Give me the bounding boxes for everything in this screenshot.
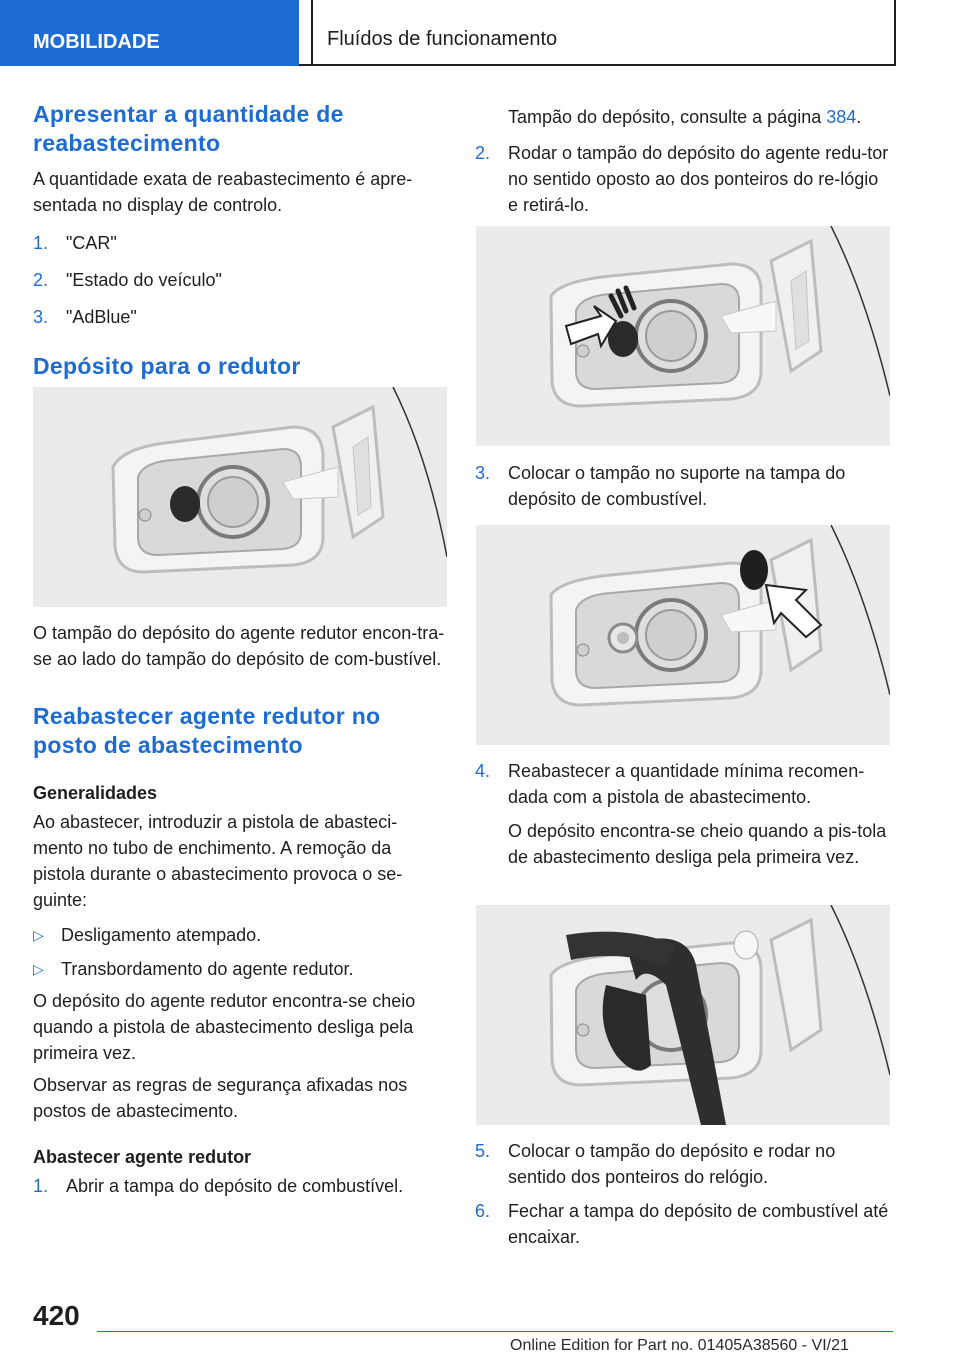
heading-refill-reductant: Abastecer agente redutor	[33, 1147, 252, 1167]
left-column	[33, 100, 449, 381]
list-item: 4. Reabastecer a quantidade mínima recomen-dada com a pistola de abastecimento.	[475, 761, 865, 807]
list-item: 6. Fechar a tampa do depósito de combustível até encaixar.	[475, 1201, 889, 1247]
right-column-s5-s6	[475, 1138, 891, 1250]
list-item: 2. Rodar o tampão do depósito do agente redu-tor no sentido oposto ao dos ponteiros do re-lógio e retirá-lo.	[475, 143, 889, 215]
page-reference-link[interactable]: 384	[826, 107, 857, 127]
heading-general: Generalidades	[33, 783, 158, 803]
list-item: 5. Colocar o tampão do depósito e rodar no sentido dos ponteiros do relógio.	[475, 1141, 836, 1187]
tank-full-note: O depósito encontra-se cheio quando a pis-tola de abastecimento desliga pela primeira vez.	[508, 821, 887, 867]
bullet-item: ▷ Desligamento atempado.	[33, 925, 262, 945]
refill-quantity-text: A quantidade exata de reabastecimento é apre-sentada no display de controlo.	[33, 169, 413, 215]
heading-refill-at-station: Reabastecer agente redutor no posto de abastecimento	[33, 703, 381, 758]
list-item: 1. "CAR"	[33, 233, 117, 253]
cap-holder-image	[476, 525, 890, 745]
right-column	[475, 104, 891, 218]
list-item: 2. "Estado do veículo"	[33, 270, 222, 290]
chapter-title: Fluídos de funcionamento	[327, 28, 558, 50]
section-tab: MOBILIDADE	[0, 0, 299, 66]
safety-rules-text: Observar as regras de segurança afixadas nos postos de abastecimento.	[33, 1075, 408, 1121]
right-column-s3	[475, 460, 891, 512]
page-number: 420	[33, 1300, 80, 1331]
remove-cap-image	[476, 226, 890, 446]
bullet-item: ▷ Transbordamento do agente redutor.	[33, 959, 354, 979]
reductant-tank-text: O tampão do depósito do agente redutor encon-tra-se ao lado do tampão do depósito de com-bustível.	[33, 623, 445, 669]
edition-text: Online Edition for Part no. 01405A38560 - VI/21	[510, 1337, 849, 1354]
right-column-s4	[475, 758, 891, 870]
reductant-tank-image	[33, 387, 447, 607]
fuel-nozzle-image	[476, 905, 890, 1125]
tank-full-text: O depósito do agente redutor encontra-se cheio quando a pistola de abastecimento desliga pela primeira vez.	[33, 991, 416, 1063]
left-column-lower	[33, 620, 449, 1199]
footer-divider	[97, 1331, 893, 1332]
heading-reductant-tank: Depósito para o redutor	[33, 353, 301, 379]
list-item: 1. Abrir a tampa do depósito de combustível.	[33, 1176, 404, 1196]
list-item-continued: Tampão do depósito, consulte a página 384.	[508, 107, 862, 127]
heading-refill-quantity: Apresentar a quantidade de reabastecimento	[33, 101, 344, 156]
list-item: 3. Colocar o tampão no suporte na tampa do depósito de combustível.	[475, 463, 846, 509]
list-item: 3. "AdBlue"	[33, 307, 137, 327]
general-text: Ao abastecer, introduzir a pistola de abasteci-mento no tubo de enchimento. A remoção da pistola durante o abastecimento provoca o se-guinte:	[33, 812, 403, 910]
